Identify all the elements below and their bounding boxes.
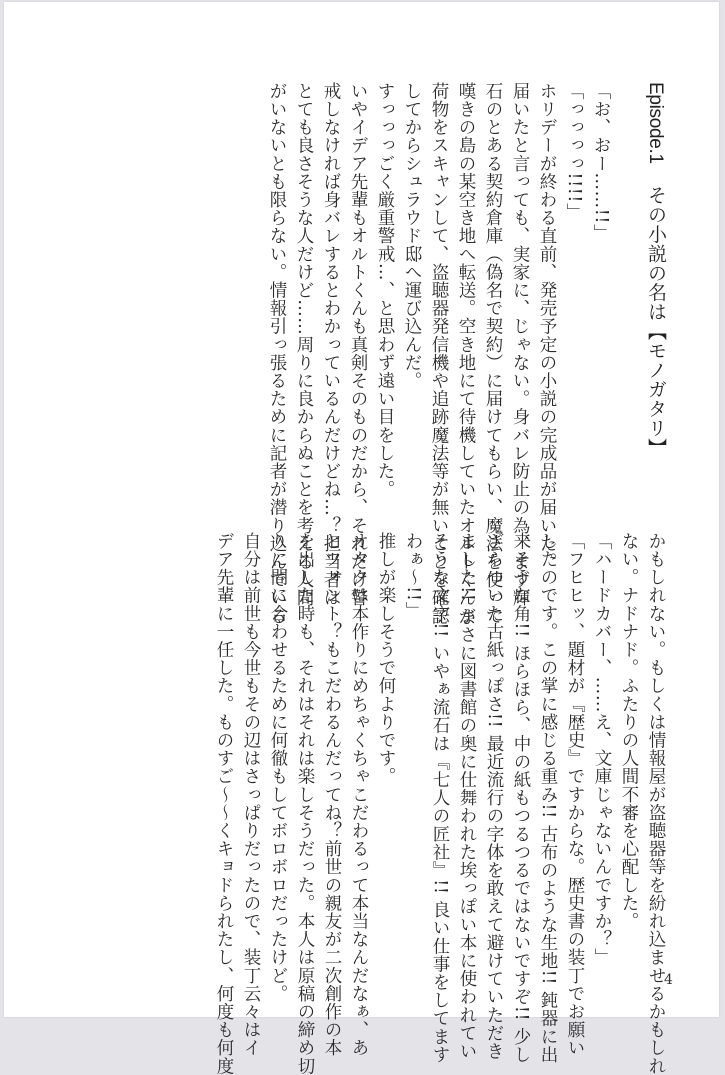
text-line: 「フヒヒッ、題材が『歴史』ですからな。歴史書の装丁でお願い [565,532,585,1057]
text-line: 戒しなければ身バレするとわかっているんだけどね…？担当者は [321,82,341,607]
document-page [4,2,719,1075]
text-line: を出した時も、それはそれは楽しそうだった。本人は原稿の締め切 [295,532,315,1075]
text-line: ホリデーが終わる直前、発売予定の小説の完成品が届いた。 [537,82,557,571]
text-line: 嘆きの島の某空き地へ転送。空き地にて待機していたオルトくんが [456,82,476,625]
text-line: りに間に合わせるために何徹もしてボロボロだったけど。 [268,532,288,1003]
text-line: そうな文字!! いやぁ流石は『七人の匠社』!! 良い仕事をしてます [430,532,450,1064]
text-line: いやイデア先輩もオルトくんも真剣そのものだから、それだけ警 [348,82,368,607]
text-line: とフォント？もこだわるんだってね？前世の親友が二次創作の本 [322,532,342,1057]
text-line: 自分は前世も今世もその辺はさっぱりだったので、装丁云々はイ [241,532,261,1057]
page-number: 4 [664,972,673,988]
text-line: わぁ〜!!」 [403,532,423,620]
text-line: オタクは本作りにめちゃくちゃこだわるって本当なんだなぁ、あ [349,532,369,1057]
text-line: 届いたと言っても、実家に、じゃない。身バレ防止の為、まず輝 [510,82,530,607]
text-line: 「っっっっ!!!!」 [564,82,584,222]
text-line: すっっっごく厳重警戒…、と思わず遠い目をした。 [375,82,395,499]
text-line: 推しが楽しそうで何よりです。 [376,532,396,786]
chapter-name: その小説の名は【モノガタリ】 [645,185,666,458]
text-line: 来そうな角!! ほらほら、中の紙もつるつるではないですぞ!! 少し [511,532,531,1064]
episode-label: Episode.1 [645,82,666,164]
lower-text-block [210,532,669,1075]
text-line: がいないとも限らない。情報引っ張るために記者が潜り込んでいる [267,82,287,625]
text-line: 「ハードカバー、……え、文庫じゃないんですか？」 [592,532,612,967]
chapter-title [642,82,669,502]
text-line: かもしれない。もしくは情報屋が盗聴器等を紛れ込ませるかもしれ [646,532,666,1075]
text-line: ない。ナドナド。ふたりの人間不審を心配した。 [619,532,639,931]
text-line: ざらついた古紙っぽさ!! 最近流行の字体を敢えて避けていただき [484,532,504,1061]
text-line: 「お、おー……!!」 [591,82,611,243]
text-line: してからシュラウド邸へ運び込んだ。 [402,82,422,390]
text-line: とても良さそうな人だけど……周りに良からぬことを考える人間 [294,82,314,607]
text-line: したのです。この掌に感じる重み!! 古布のような生地!! 鈍器に出 [538,532,558,1064]
text-line: ました!! まさに図書館の奥に仕舞われた埃っぽい本に使われてい [457,532,477,1061]
text-line: デア先輩に一任した。ものすご〜〜くキョドられたし、何度も何度 [214,532,234,1075]
text-line: 荷物をスキャンして、盗聴器発信機や追跡魔法等が無いことを確認 [429,82,449,625]
text-line: 石のとある契約倉庫（偽名で契約）に届けてもらい、魔法を使って [483,82,503,625]
